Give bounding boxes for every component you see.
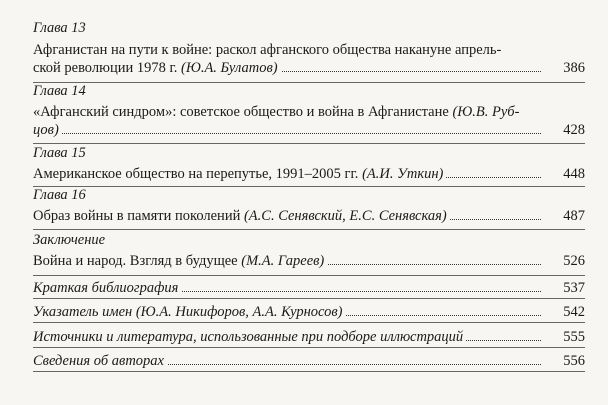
entry-author: (Ю.А. Булатов)	[181, 60, 278, 76]
toc-entry-chapter-15[interactable]	[33, 145, 585, 183]
divider	[33, 229, 585, 230]
page-number: 556	[552, 352, 585, 370]
page-number: 555	[552, 328, 585, 346]
entry-title-line	[33, 252, 585, 270]
page-number: 448	[552, 165, 585, 183]
entry-title: Война и народ. Взгляд в будущее	[33, 253, 242, 269]
chapter-label: Заключение	[33, 232, 106, 248]
page-number: 526	[552, 252, 585, 270]
chapter-label: Глава 16	[33, 187, 86, 203]
entry-author: (Ю.В. Руб-	[452, 104, 520, 120]
entry-title-line	[33, 279, 585, 297]
page-number: 487	[552, 207, 585, 225]
toc-entry-name-index[interactable]	[33, 303, 585, 321]
divider	[33, 143, 585, 144]
entry-title: Образ войны в памяти поколений	[33, 208, 244, 224]
entry-title-line	[33, 121, 585, 139]
toc-entry-bibliography[interactable]	[33, 279, 585, 297]
entry-title-line	[33, 303, 585, 321]
page-number: 428	[552, 121, 585, 139]
entry-title-line	[33, 207, 585, 225]
divider	[33, 322, 585, 323]
divider	[33, 347, 585, 348]
entry-title-line	[33, 165, 585, 183]
dot-leader	[33, 133, 541, 134]
chapter-label: Глава 13	[33, 20, 86, 36]
page-number: 386	[552, 59, 585, 77]
entry-title: Афганистан на пути к войне: раскол афганского общества накануне апрель-	[33, 42, 502, 58]
entry-title: Краткая библиография	[33, 279, 181, 297]
entry-title-line	[33, 328, 585, 346]
chapter-label: Глава 14	[33, 83, 86, 99]
entry-title: Американское общество на перепутье, 1991–2005 гг.	[33, 166, 363, 182]
page-number: 542	[552, 303, 585, 321]
chapter-label: Глава 15	[33, 145, 86, 161]
toc-entry-sources[interactable]	[33, 328, 585, 346]
toc-entry-chapter-13[interactable]	[33, 20, 585, 77]
entry-author: (А.И. Уткин)	[362, 166, 444, 182]
entry-title: Источники и литература, использованные при подборе иллюстраций	[33, 328, 466, 346]
entry-title: Сведения об авторах	[33, 352, 167, 370]
entry-title-line	[33, 352, 585, 370]
toc-entry-authors[interactable]	[33, 352, 585, 370]
divider	[33, 371, 585, 372]
entry-author: (М.А. Гареев)	[241, 253, 325, 269]
entry-title: Указатель имен (Ю.А. Никифоров, А.А. Курносов)	[33, 303, 345, 321]
entry-title-line	[33, 59, 585, 77]
entry-title-line	[33, 41, 585, 59]
toc-entry-chapter-14[interactable]	[33, 83, 585, 139]
entry-author: (А.С. Сенявский, Е.С. Сенявская)	[243, 208, 447, 224]
entry-title-line	[33, 103, 585, 121]
divider	[33, 298, 585, 299]
entry-title: ской революции 1978 г.	[33, 60, 182, 76]
toc-entry-conclusion[interactable]	[33, 232, 585, 270]
entry-title: «Афганский синдром»: советское общество и война в Афганистане	[33, 104, 453, 120]
entry-author: цов)	[33, 122, 59, 138]
page-number: 537	[552, 279, 585, 297]
divider	[33, 275, 585, 276]
toc-entry-chapter-16[interactable]	[33, 187, 585, 225]
